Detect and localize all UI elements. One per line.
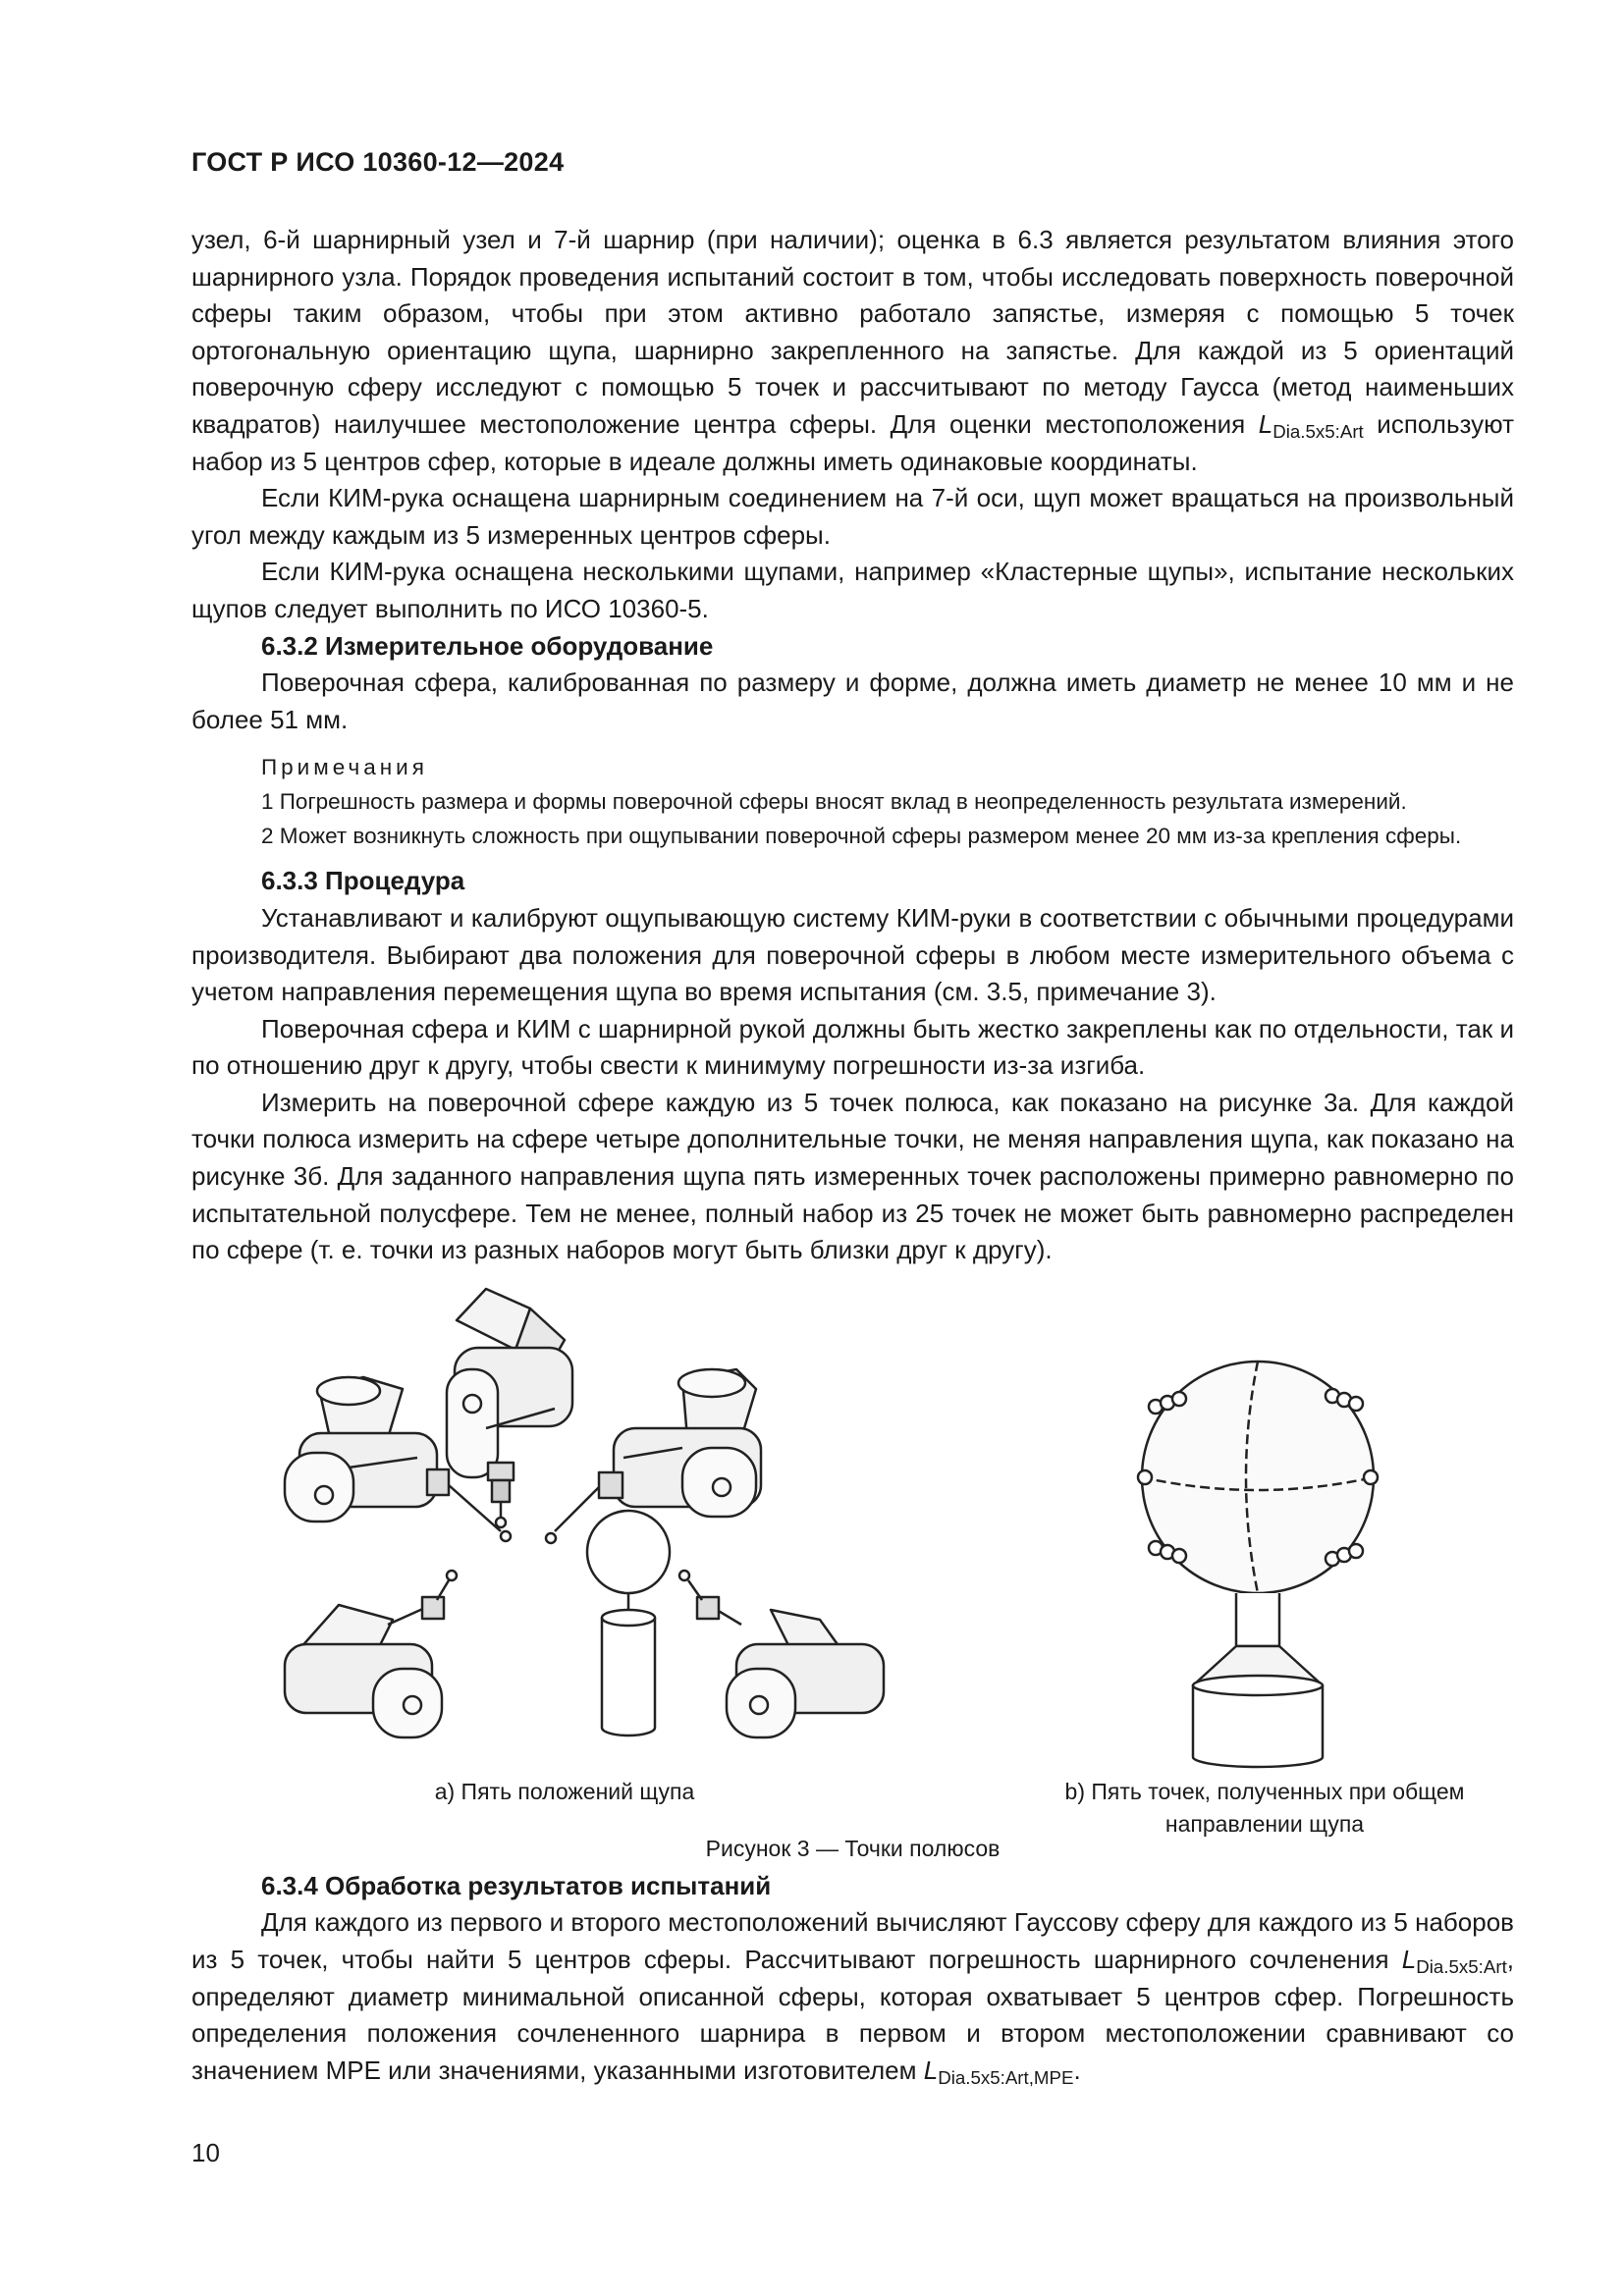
notes-block [191, 750, 1514, 853]
figure-3-illustration [191, 1281, 1514, 1858]
section-heading-6-3-2: 6.3.2 Измерительное оборудование [261, 630, 714, 661]
page-body [191, 222, 1514, 2089]
caption-a: a) Пять положений щупа [434, 1778, 695, 1804]
paragraph: Если КИМ-рука оснащена шарнирным соединением на 7-й оси, щуп может вращаться на произвольный угол между каждым из 5 измеренных центров сферы. [191, 483, 1514, 550]
probe-head-bottom-left [285, 1571, 457, 1737]
paragraph: Поверочная сфера и КИМ с шарнирной рукой должны быть жестко закреплены как по отдельности, так и по отношению друг к другу, чтобы свести к минимуму погрешности из-за изгиба. [191, 1013, 1514, 1081]
page-number: 10 [191, 2138, 220, 2167]
test-sphere-center [587, 1511, 670, 1735]
note-item: 2 Может возникнуть сложность при ощупывании поверочной сферы размером менее 20 мм из-за крепления сферы. [261, 824, 1462, 849]
section-heading-6-3-3: 6.3.3 Процедура [261, 866, 465, 896]
test-sphere-with-points [1138, 1362, 1378, 1767]
paragraph: Устанавливают и калибруют ощупывающую систему КИМ-руки в соответствии с обычными процедурами производителя. Выбирают два положения для поверочной сферы в любом месте измерительного объема с учетом направления перемещения щупа во время испытания (см. 3.5, примечание 3). [191, 902, 1514, 1007]
section-heading-6-3-4: 6.3.4 Обработка результатов испытаний [261, 1870, 772, 1900]
paragraph: узел, 6-й шарнирный узел и 7-й шарнир (при наличии); оценка в 6.3 является результатом влияния этого шарнирного узла. Порядок проведения испытаний состоит в том, чтобы исследовать поверхность поверочной сферы таким образом, чтобы при этом активно работало запястье, измеряя с помощью 5 точек ортогональную ориентацию щупа, шарнирно закрепленного на запястье. Для каждой из 5 ориентаций поверочную сферу исследуют с помощью 5 точек и рассчитывают по методу Гаусса (метод наименьших квадратов) наилучшее местоположение центра сферы. Для оценки местоположения $L_{Dia.5x5:Art}$ используют набор из 5 центров сфер, которые в идеале должны иметь одинаковые координаты. [191, 225, 1514, 476]
probe-head-top [447, 1289, 572, 1527]
paragraph: Поверочная сфера, калиброванная по размеру и форме, должна иметь диаметр не менее 10 мм и не более 51 мм. [191, 667, 1514, 734]
symbol-subscript: Dia.5x5:Art [1272, 421, 1364, 443]
symbol-subscript: Dia.5x5:Art [1416, 1956, 1507, 1978]
note-item: 1 Погрешность размера и формы поверочной сферы вносят вклад в неопределенность результата измерений. [261, 789, 1407, 815]
figure-3 [191, 1281, 1514, 1861]
symbol-l: L [923, 2055, 939, 2085]
symbol-subscript: Dia.5x5:Art,MPE [938, 2067, 1074, 2089]
probe-head-right [546, 1369, 761, 1543]
symbol-l: L [1401, 1945, 1417, 1975]
figure-title: Рисунок 3 — Точки полюсов [705, 1835, 1001, 1861]
caption-b: b) Пять точек, полученных при общем направлении щупа [1064, 1778, 1465, 1837]
probe-head-bottom-right [679, 1571, 884, 1737]
symbol-l: L [1258, 408, 1273, 439]
paragraph: Для каждого из первого и второго местоположений вычисляют Гауссову сферу для каждого из 5 наборов из 5 точек, чтобы найти 5 центров сферы. Рассчитывают погрешность шарнирного сочленения $L_{Dia.5x5:Art}$, определяют диаметр минимальной описанной сферы, которая охватывает 5 центров сфер. Погрешность определения положения сочлененного шарнира в первом и втором местоположении сравнивают со значением МРЕ или значениями, указанными изготовителем $L_{Dia.5x5:Art,MPE}$. [191, 1907, 1514, 2089]
paragraph: Если КИМ-рука оснащена несколькими щупами, например «Кластерные щупы», испытание нескольких щупов следует выполнить по ИСО 10360-5. [191, 557, 1514, 623]
document-header: ГОСТ Р ИСО 10360-12—2024 [191, 147, 565, 177]
notes-title: Примечания [261, 755, 428, 780]
paragraph: Измерить на поверочной сфере каждую из 5 точек полюса, как показано на рисунке 3а. Для каждой точки полюса измерить на сфере четыре дополнительные точки, не меняя направления щупа, как показано на рисунке 3б. Для заданного направления щупа пять измеренных точек расположены примерно равномерно по испытательной полусфере. Тем не менее, полный набор из 25 точек не может быть равномерно распределен по сфере (т. е. точки из разных наборов могут быть близки друг к другу). [191, 1087, 1514, 1265]
